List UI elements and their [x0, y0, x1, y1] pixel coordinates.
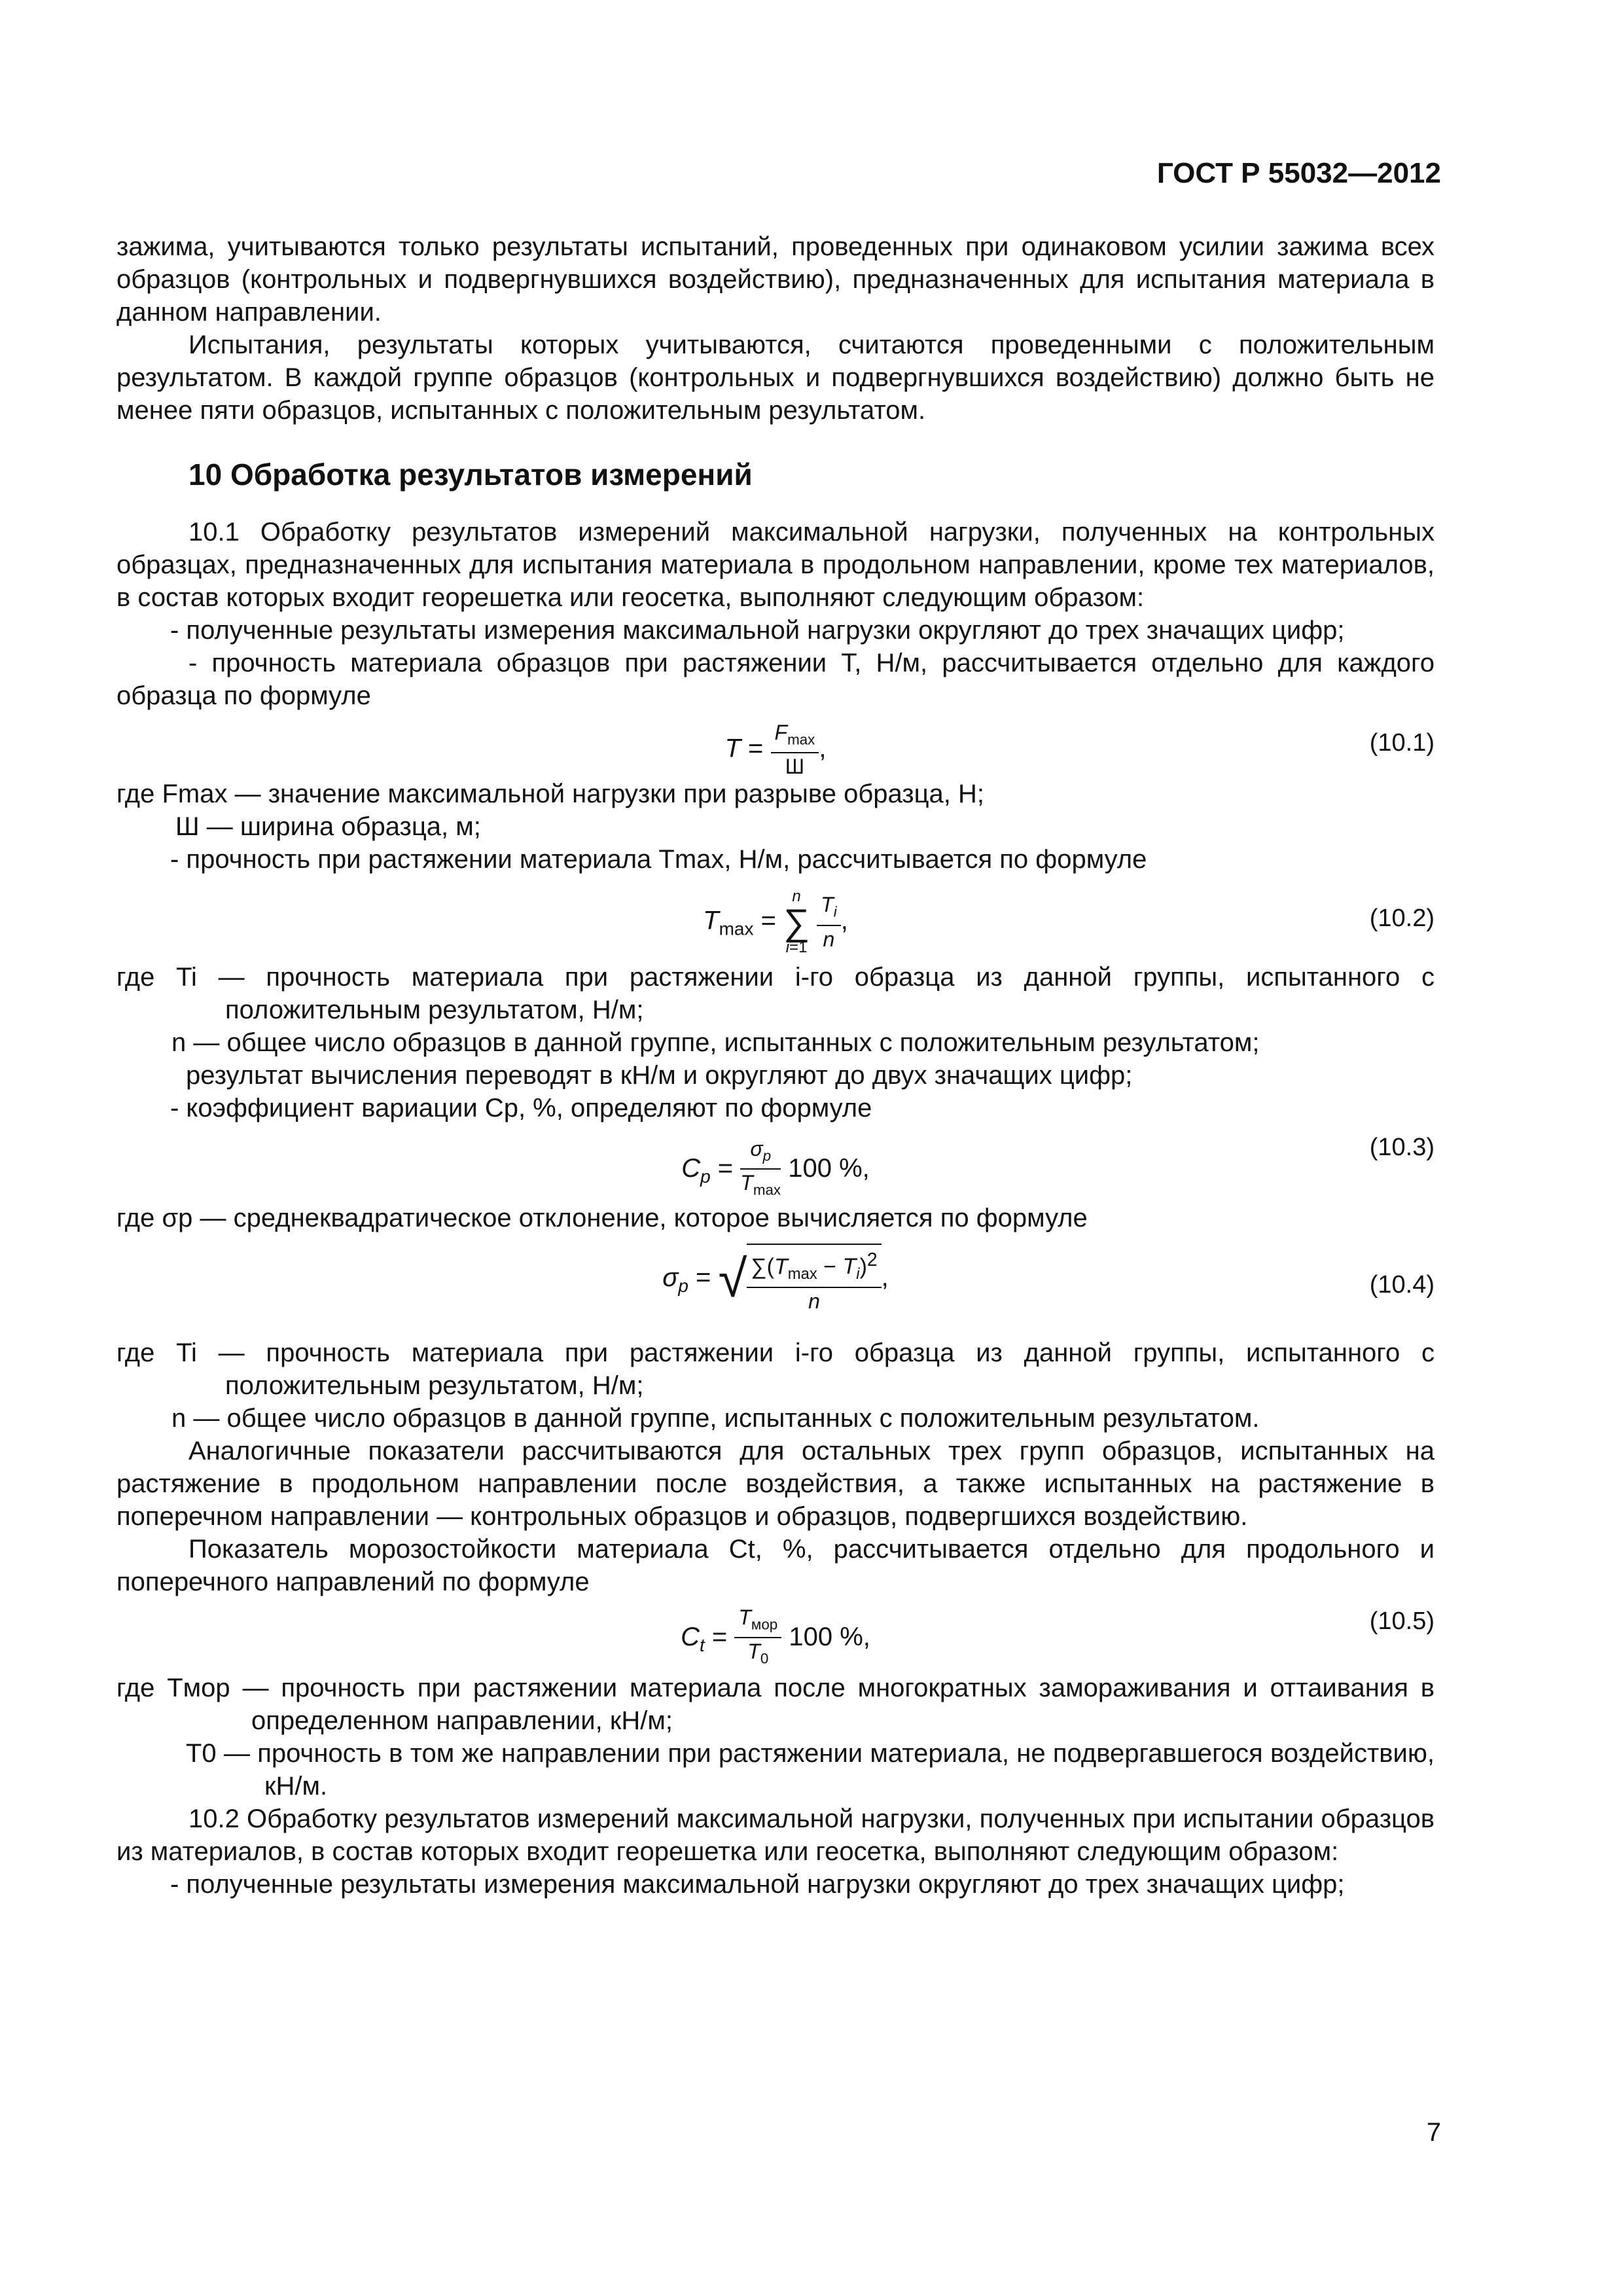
definition-ti: где Ti — прочность материала при растяжении i-го образца из данной группы, испытанного с положительным результатом, Н/м;: [116, 963, 1435, 1024]
definition-ti-2: где Ti — прочность материала при растяжении i-го образца из данной группы, испытанного с положительным результатом, Н/м;: [116, 1338, 1435, 1400]
intro-paragraph-2: Испытания, результаты которых учитываются, считаются проведенными с положительным результатом. В каждой группе образцов (контрольных и подвергнувшихся воздействию) должно быть не менее пяти образцов, испытанных с положительным результатом.: [116, 331, 1435, 425]
rounding-note: результат вычисления переводят в кН/м и округляют до двух значащих цифр;: [186, 1061, 1133, 1090]
paragraph-analogous: Аналогичные показатели рассчитываются для остальных трех групп образцов, испытанных на растяжение в продольном направлении после воздействия, а также испытанных на растяжение в поперечном направлении — контрольных образцов и образцов, подвергшихся воздействию.: [116, 1437, 1435, 1531]
bullet-variation: - коэффициент вариации Cp, %, определяют по формуле: [170, 1094, 872, 1122]
equation-10-4: [116, 1234, 1435, 1336]
equation-number: (10.2): [1369, 905, 1435, 932]
definition-n: n — общее число образцов в данной группе, испытанных с положительным результатом;: [171, 1028, 1260, 1057]
formula-10-2: $T_{max}$ = n ∑ i=1 $\frac{T_i}{n}$ ,: [703, 888, 848, 956]
document-body: [116, 230, 1435, 1901]
intro-paragraph-1: зажима, учитываются только результаты испытаний, проведенных при одинаковом усилии зажима всех образцов (контрольных и подвергнувшихся воздействию), предназначенных для испытания материала в данном направлении.: [116, 232, 1435, 327]
equation-10-2: [116, 876, 1435, 961]
bullet-round-results-2: - полученные результаты измерения максимальной нагрузки округляют до трех значащих цифр;: [170, 1870, 1345, 1899]
formula-10-3: $C_p$ = $\frac{\sigma_p}{T_{max}}$ 100 %,: [681, 1137, 870, 1198]
document-id: ГОСТ Р 55032—2012: [1156, 157, 1441, 189]
paragraph-10-2: 10.2 Обработку результатов измерений максимальной нагрузки, полученных при испытании образцов из материалов, в состав которых входит георешетка или геосетка, выполняют следующим образом:: [116, 1804, 1435, 1866]
formula-10-5: $C_t$ = $\frac{T_{мор}}{T_0}$ 100 %,: [681, 1605, 870, 1667]
equation-number: (10.1): [1369, 729, 1435, 757]
definition-t0: T0 — прочность в том же направлении при растяжении материала, не подвергавшегося воздействию, кН/м.: [186, 1739, 1435, 1801]
page-number: 7: [1426, 2118, 1441, 2147]
equation-10-3: [116, 1124, 1435, 1202]
bullet-strength-tmax: - прочность при растяжении материала Tmax, Н/м, рассчитывается по формуле: [170, 845, 1147, 874]
definition-tmor: где Tмор — прочность при растяжении материала после многократных замораживания и оттаивания в определенном направлении, кН/м;: [116, 1674, 1435, 1735]
equation-10-5: [116, 1598, 1435, 1672]
definition-sigma: где σp — среднеквадратическое отклонение, которое вычисляется по формуле: [116, 1204, 1088, 1232]
section-title: 10 Обработка результатов измерений: [188, 457, 753, 492]
paragraph-10-1: 10.1 Обработку результатов измерений максимальной нагрузки, полученных на контрольных образцах, предназначенных для испытания материала в продольном направлении, кроме тех материалов, в состав которых входит георешетка или геосетка, выполняют следующим образом:: [116, 518, 1435, 612]
paragraph-frost-index: Показатель морозостойкости материала Ct, %, рассчитывается отдельно для продольного и поперечного направлений по формуле: [116, 1535, 1435, 1596]
equation-number: (10.4): [1369, 1271, 1435, 1299]
definition-width: Ш — ширина образца, м;: [175, 812, 481, 841]
bullet-round-results: - полученные результаты измерения максимальной нагрузки округляют до трех значащих цифр;: [170, 616, 1345, 645]
equation-number: (10.3): [1369, 1134, 1435, 1161]
formula-10-1: T = $\frac{F_{max}}{Ш}$ ,: [724, 721, 827, 779]
formula-10-4: $\sigma_p$ = √ $\frac{\sum(T_{max} - T_i)^2}{n}$ ,: [116, 1244, 1435, 1314]
definition-fmax: где Fmax — значение максимальной нагрузки при разрыве образца, Н;: [116, 780, 984, 808]
equation-number: (10.5): [1369, 1607, 1435, 1635]
bullet-strength-t: - прочность материала образцов при растяжении T, Н/м, рассчитывается отдельно для каждого образца по формуле: [116, 649, 1435, 710]
definition-n-2: n — общее число образцов в данной группе, испытанных с положительным результатом.: [171, 1404, 1260, 1433]
equation-10-1: [116, 712, 1435, 778]
